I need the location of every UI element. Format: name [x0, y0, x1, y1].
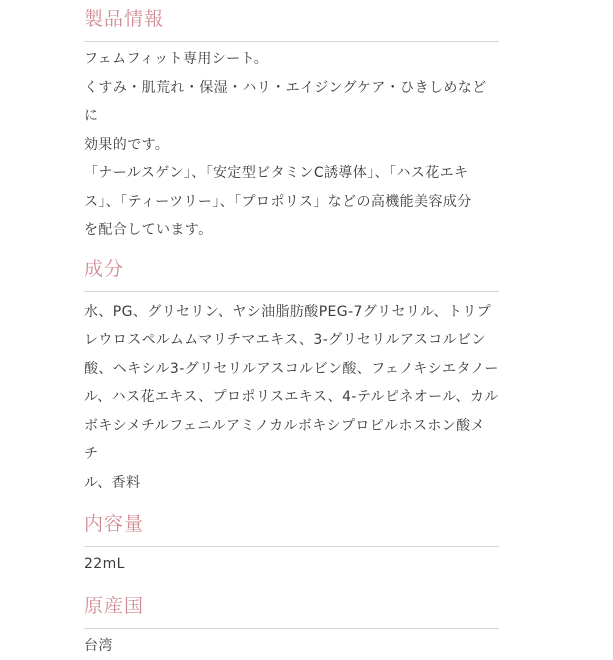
- origin-heading: 原産国: [84, 597, 499, 629]
- product-info-line: を配合しています。: [84, 216, 499, 245]
- product-info-line: フェムフィット専用シート。: [84, 45, 499, 74]
- product-detail-page: [84, 0, 499, 660]
- origin-value: 台湾: [84, 632, 499, 660]
- volume-section: [84, 515, 499, 579]
- ingredients-section: [84, 260, 499, 498]
- ingredients-line: ボキシメチルフェニルアミノカルボキシプロピルホスホン酸メチ: [84, 412, 499, 469]
- ingredients-heading: 成分: [84, 260, 499, 292]
- ingredients-line: 水、PG、グリセリン、ヤシ油脂肪酸PEG-7グリセリル、トリプ: [84, 298, 499, 327]
- product-info-heading: 製品情報: [84, 0, 499, 42]
- ingredients-line: ル、香料: [84, 469, 499, 498]
- product-info-line: 効果的です。: [84, 131, 499, 160]
- ingredients-line: 酸、ヘキシル3-グリセリルアスコルビン酸、フェノキシエタノー: [84, 355, 499, 384]
- ingredients-line: ル、ハス花エキス、プロポリスエキス、4-テルピネオール、カル: [84, 383, 499, 412]
- ingredients-line: レウロスペルムムマリチマエキス、3-グリセリルアスコルビン: [84, 326, 499, 355]
- origin-body: [84, 629, 499, 660]
- volume-heading: 内容量: [84, 515, 499, 547]
- product-info-section: [84, 0, 499, 245]
- product-info-body: [84, 42, 499, 245]
- volume-body: [84, 547, 499, 579]
- product-info-line: ス」、「ティーツリー」、「プロポリス」などの高機能美容成分: [84, 188, 499, 217]
- product-info-line: 「ナールスゲン」、「安定型ビタミンC誘導体」、「ハス花エキ: [84, 159, 499, 188]
- ingredients-body: [84, 292, 499, 498]
- volume-value: 22mL: [84, 550, 499, 579]
- origin-section: [84, 597, 499, 660]
- product-info-line: くすみ・肌荒れ・保湿・ハリ・エイジングケア・ひきしめなどに: [84, 74, 499, 131]
